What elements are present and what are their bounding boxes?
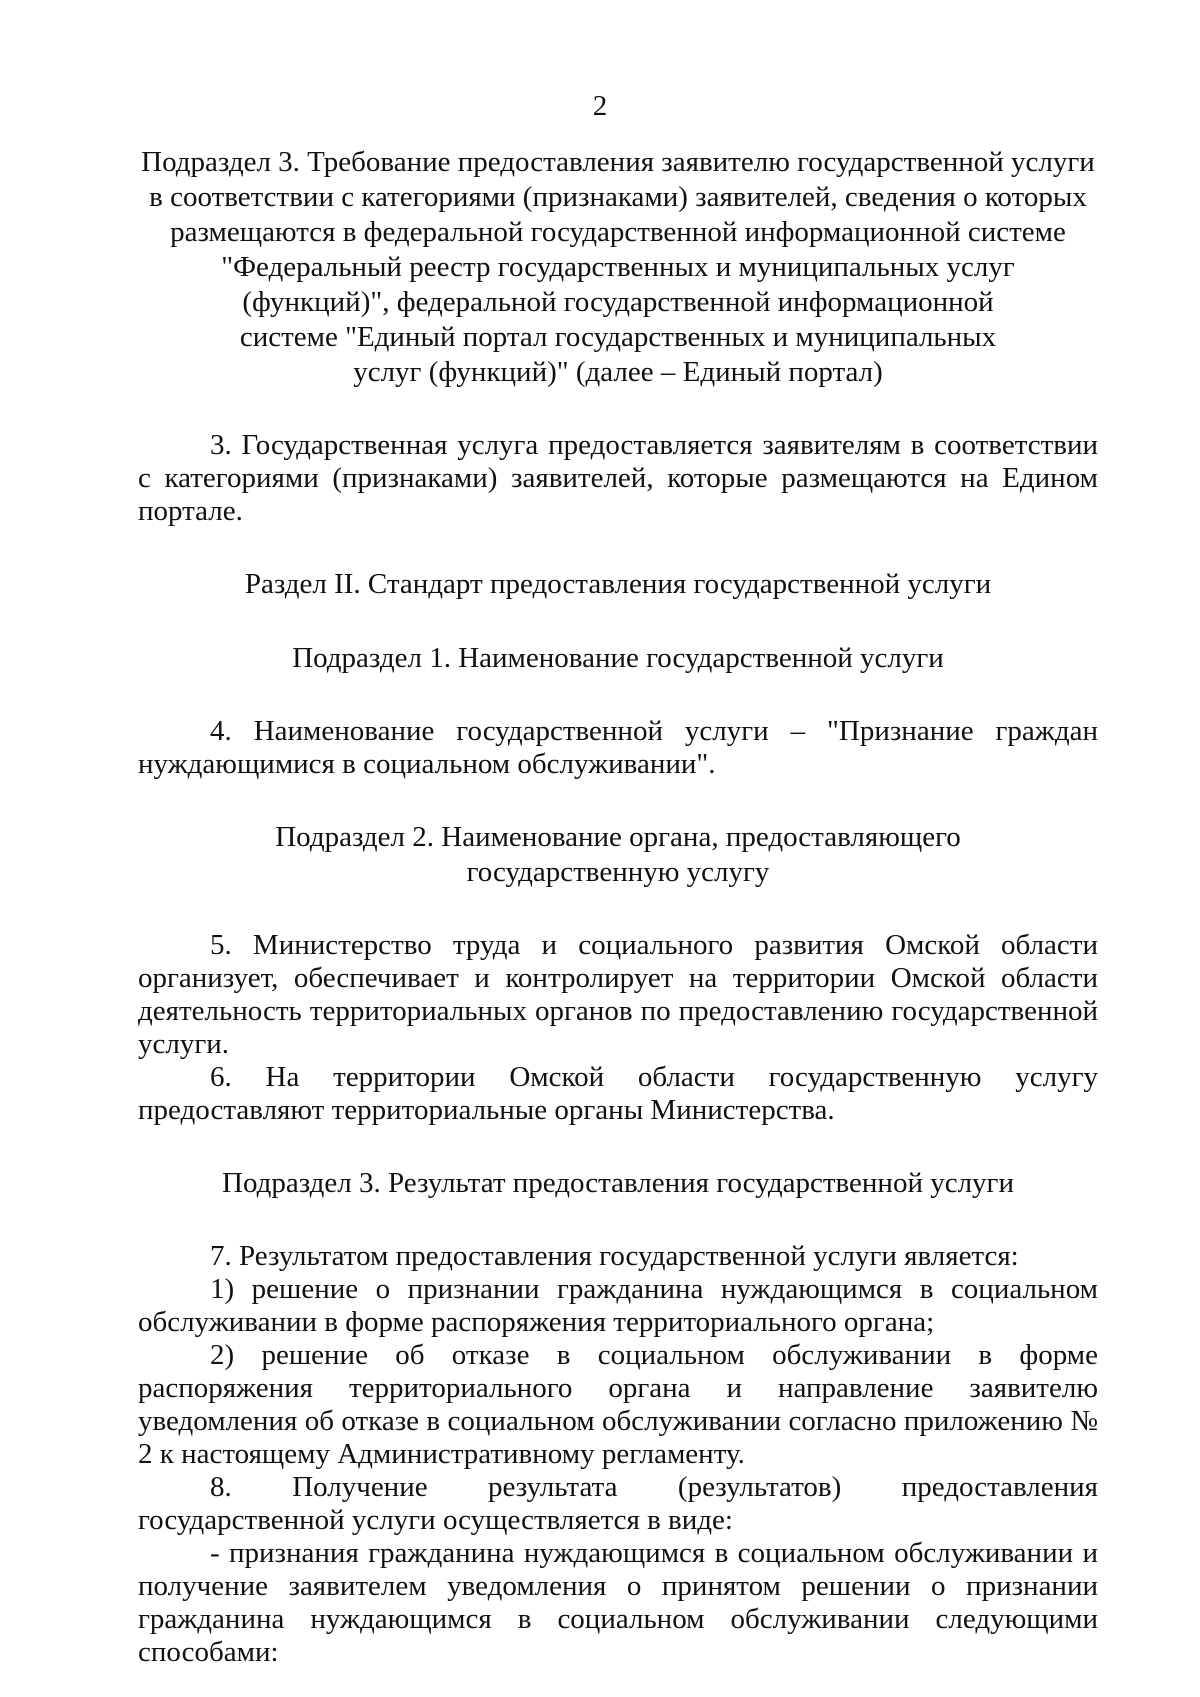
heading-line: государственную услугу: [466, 856, 770, 888]
section-2-heading: Раздел II. Стандарт предоставления государственной услуги: [244, 568, 992, 600]
paragraph-7-item-1: 1) решение о признании гражданина нуждающимся в социальном обслуживании в форме распоряжения территориального органа;: [138, 1273, 1098, 1338]
paragraph-8-item-1: - признания гражданина нуждающимся в социальном обслуживании и получение заявителем уведомления о принятом решении о признании гражданина нуждающимся в социальном обслуживании следующими способами:: [138, 1537, 1098, 1668]
page-number: 2: [592, 90, 608, 122]
heading-line: в соответствии с категориями (признаками) заявителей, сведения о которых: [149, 181, 1087, 213]
subsection-3-requirements-heading: [138, 145, 1098, 390]
paragraph-3: 3. Государственная услуга предоставляется заявителям в соответствии с категориями (признаками) заявителей, которые размещаются на Едином портале.: [138, 429, 1098, 527]
heading-line: Подраздел 2. Наименование органа, предоставляющего: [275, 821, 961, 853]
heading-line: Подраздел 3. Требование предоставления заявителю государственной услуги: [141, 146, 1095, 178]
paragraph-7: 7. Результатом предоставления государственной услуги является:: [210, 1240, 1019, 1272]
subsection-1-heading: Подраздел 1. Наименование государственной услуги: [292, 642, 944, 674]
heading-line: "Федеральный реестр государственных и муниципальных услуг: [221, 251, 1015, 283]
paragraph-5: 5. Министерство труда и социального развития Омской области организует, обеспечивает и контролирует на территории Омской области деятельность территориальных органов по предоставлению государственной услуги.: [138, 929, 1098, 1060]
paragraph-6: 6. На территории Омской области государственную услугу предоставляют территориальные органы Министерства.: [138, 1061, 1098, 1126]
document-body: [138, 145, 1098, 1669]
heading-line: (функций)", федеральной государственной информационной: [242, 286, 994, 318]
heading-line: услуг (функций)" (далее – Единый портал): [353, 356, 883, 388]
paragraph-4: 4. Наименование государственной услуги – "Признание граждан нуждающимися в социальном обслуживании".: [138, 715, 1098, 780]
heading-line: размещаются в федеральной государственной информационной системе: [170, 216, 1066, 248]
subsection-3-result-heading: Подраздел 3. Результат предоставления государственной услуги: [222, 1167, 1014, 1199]
paragraph-8: 8. Получение результата (результатов) предоставления государственной услуги осуществляется в виде:: [138, 1471, 1098, 1536]
paragraph-7-item-2: 2) решение об отказе в социальном обслуживании в форме распоряжения территориального органа и направление заявителю уведомления об отказе в социальном обслуживании согласно приложению № 2 к настоящему Административному регламенту.: [138, 1339, 1098, 1470]
subsection-2-heading: [138, 820, 1098, 890]
heading-line: системе "Единый портал государственных и муниципальных: [239, 321, 997, 353]
